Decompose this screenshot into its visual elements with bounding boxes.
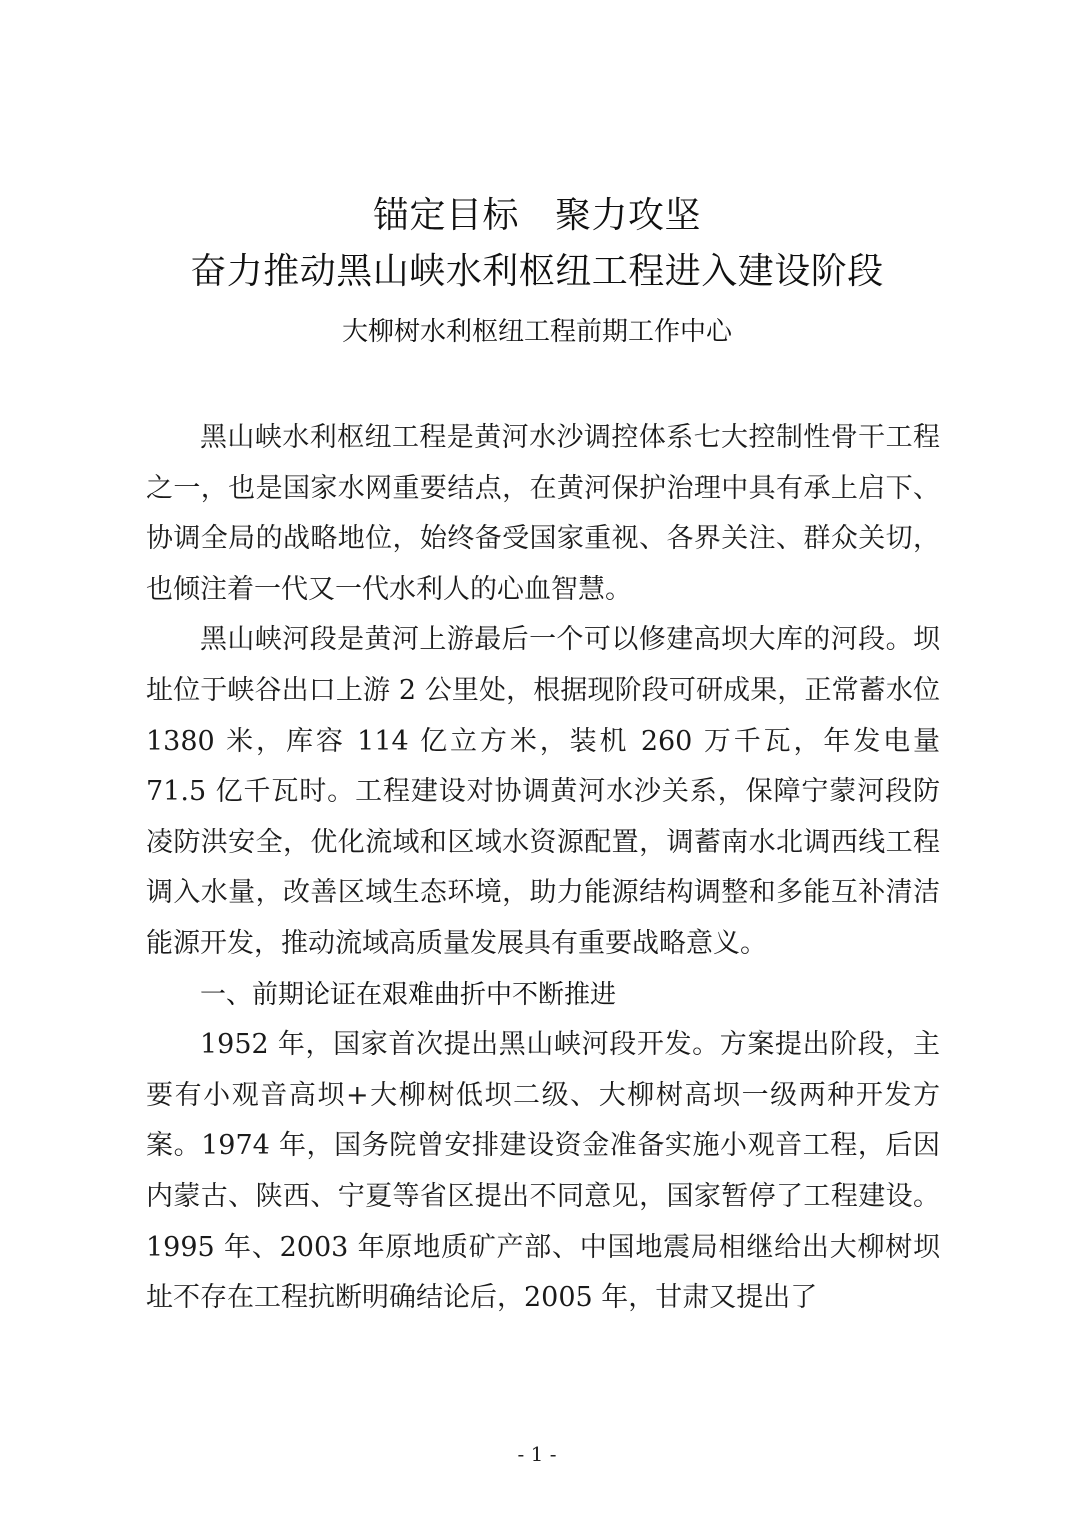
page-number: - 1 -: [517, 1442, 557, 1466]
paragraph-2: 黑山峡河段是黄河上游最后一个可以修建高坝大库的河段。坝址位于峡谷出口上游 2 公里处，根据现阶段可研成果，正常蓄水位 1380 米，库容 114 亿立方米，装机 260 万千瓦，年发电量 71.5 亿千瓦时。工程建设对协调黄河水沙关系，保障宁蒙河段防凌防洪安全，优化流域和区域水资源配置，调蓄南水北调西线工程调入水量，改善区域生态环境，助力能源结构调整和多能互补清洁能源开发，推动流域高质量发展具有重要战略意义。: [146, 624, 940, 959]
document-author: 大柳树水利枢纽工程前期工作中心: [341, 317, 732, 347]
paragraph-3: 1952 年，国家首次提出黑山峡河段开发。方案提出阶段，主要有小观音高坝+大柳树低坝二级、大柳树高坝一级两种开发方案。1974 年，国务院曾安排建设资金准备实施小观音工程，后因内蒙古、陕西、宁夏等省区提出不同意见，国家暂停了工程建设。1995 年、2003 年原地质矿产部、中国地震局相继给出大柳树坝址不存在工程抗断明确结论后，2005 年，甘肃又提出了: [146, 1029, 940, 1314]
title-line-1-part-1: 锚定目标: [372, 195, 519, 236]
title-line-2: 奋力推动黑山峡水利枢纽工程进入建设阶段: [190, 251, 884, 292]
title-line-1: [0, 188, 1074, 244]
section-heading-1: 一、前期论证在艰难曲折中不断推进: [200, 979, 617, 1010]
paragraph-1: 黑山峡水利枢纽工程是黄河水沙调控体系七大控制性骨干工程之一，也是国家水网重要结点，在黄河保护治理中具有承上启下、协调全局的战略地位，始终备受国家重视、各界关注、群众关切，也倾注着一代又一代水利人的心血智慧。: [146, 422, 940, 605]
document-title: [0, 188, 1074, 300]
title-line-1-part-2: 聚力攻坚: [555, 195, 702, 236]
document-body: [146, 413, 940, 1324]
